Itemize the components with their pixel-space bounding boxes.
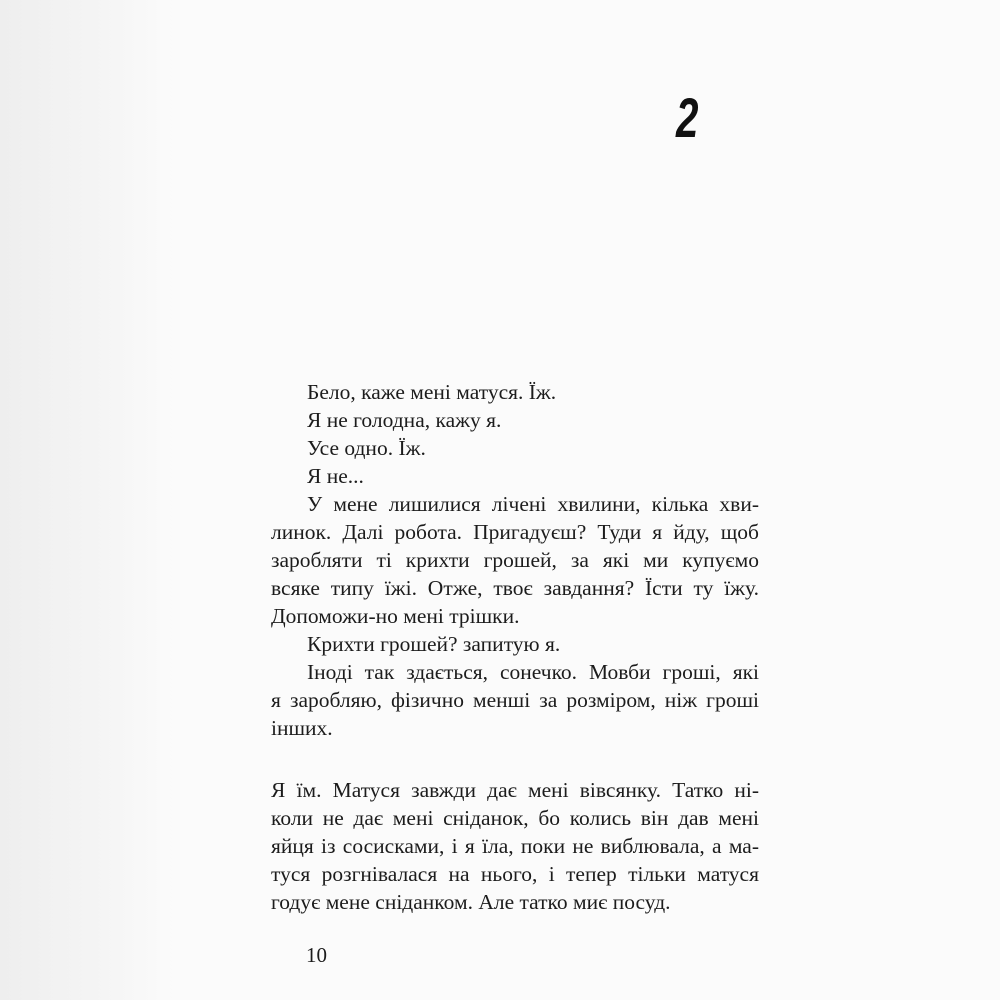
text-line: У мене лишилися лічені хвилини, кілька хви- (307, 492, 759, 516)
text-line: яйця із сосисками, і я їла, поки не виблювала, а ма- (271, 834, 759, 858)
text-line: Іноді так здається, сонечко. Мовби гроші, які (307, 660, 759, 684)
text-line: Усе одно. Їж. (307, 436, 426, 460)
text-line: Крихти грошей? запитую я. (307, 632, 561, 656)
text-line: годує мене сніданком. Але татко миє посуд. (271, 890, 671, 914)
page-gutter-shade (0, 0, 175, 1000)
text-line: Бело, каже мені матуся. Їж. (307, 380, 557, 404)
text-line: інших. (271, 716, 333, 740)
text-line: Я не голодна, кажу я. (307, 408, 502, 432)
text-line: я заробляю, фізично менші за розміром, ніж гроші (271, 688, 759, 712)
text-line: Допоможи-но мені трішки. (271, 604, 520, 628)
text-line: туся розгнівалася на нього, і тепер тільки матуся (271, 862, 759, 886)
text-line: Я не... (307, 464, 364, 488)
text-line: коли не дає мені сніданок, бо колись він дав мені (271, 806, 759, 830)
chapter-number: 2 (676, 86, 698, 149)
text-line: всяке типу їжі. Отже, твоє завдання? Їсти ту їжу. (271, 576, 759, 600)
page-number: 10 (306, 943, 327, 967)
text-line: линок. Далі робота. Пригадуєш? Туди я йду, щоб (271, 520, 759, 544)
text-line: заробляти ті крихти грошей, за які ми купуємо (271, 548, 759, 572)
text-line: Я їм. Матуся завжди дає мені вівсянку. Татко ні- (271, 778, 759, 802)
